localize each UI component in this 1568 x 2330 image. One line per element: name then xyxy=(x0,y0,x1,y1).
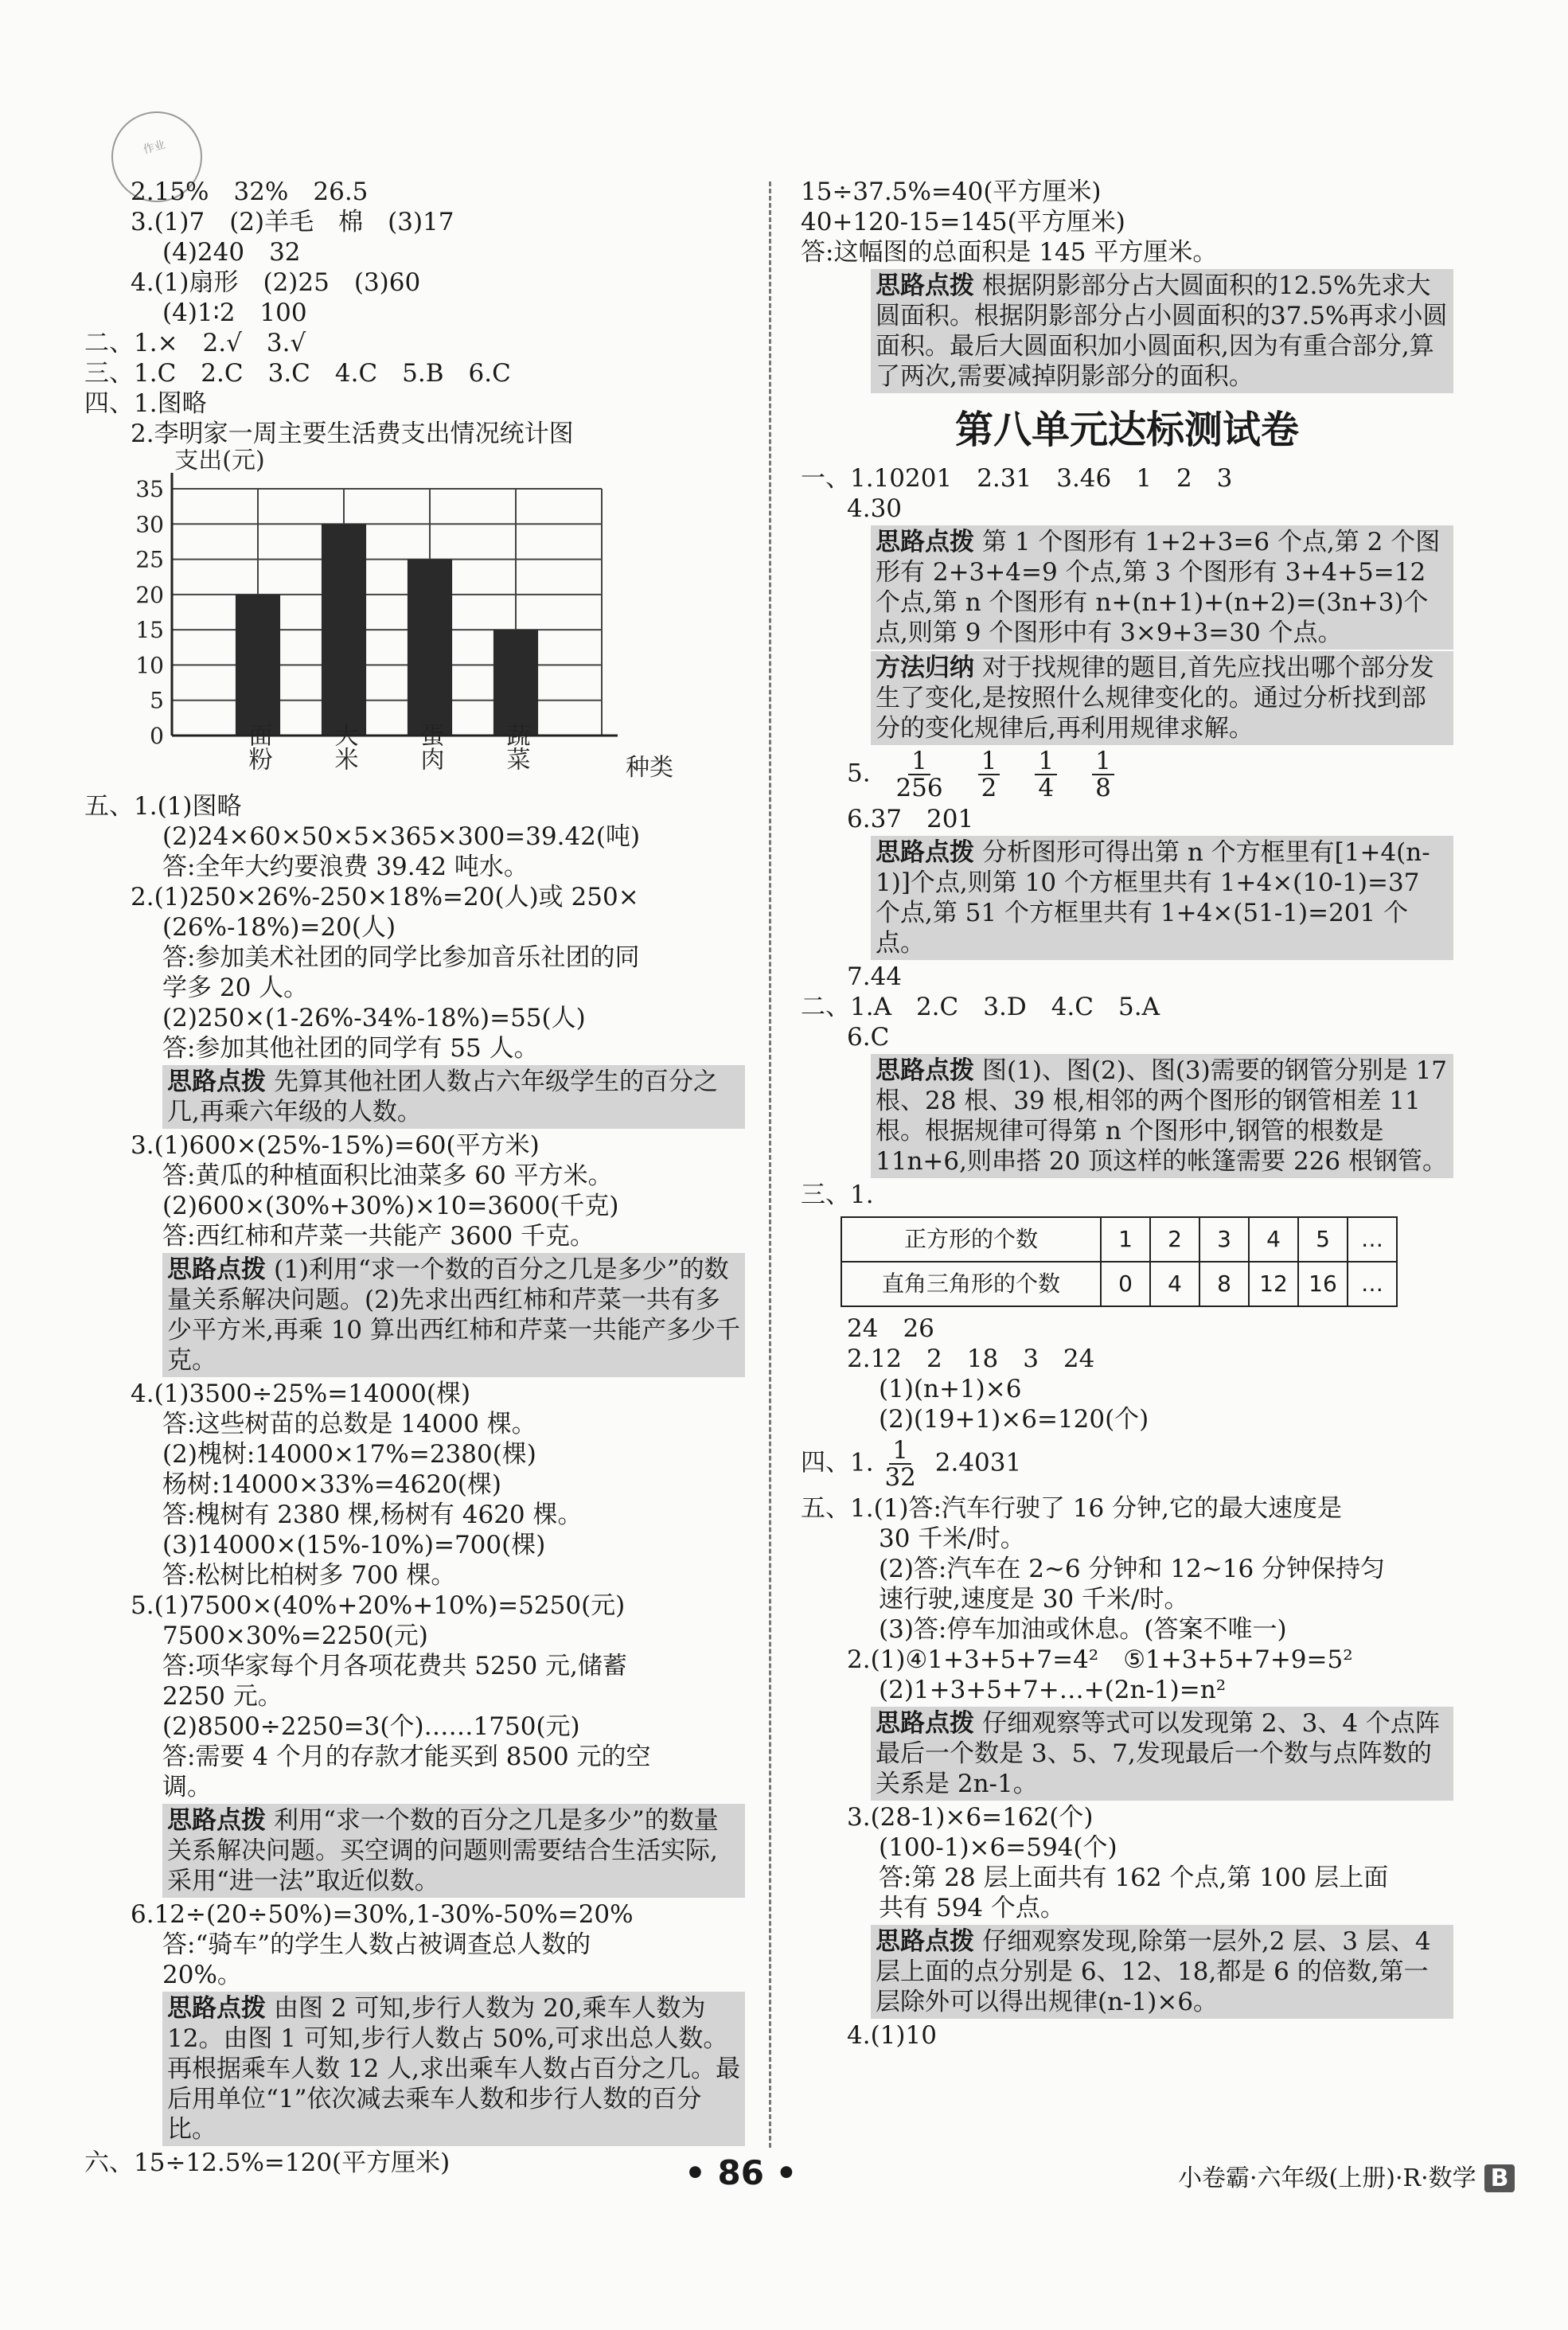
denominator: 4 xyxy=(1038,774,1055,802)
y-tick-label: 30 xyxy=(135,511,164,538)
answer-line: 答:西红柿和芹菜一共能产 3600 千克。 xyxy=(162,1222,595,1251)
answer-line: 4.(1)扇形 (2)25 (3)60 xyxy=(131,268,421,297)
tip-box xyxy=(871,1707,1453,1801)
answer-line: 答:参加美术社团的同学比参加音乐社团的同 xyxy=(162,943,640,972)
answer-line: 3.(1)7 (2)羊毛 棉 (3)17 xyxy=(131,208,454,236)
tip-text: 利用“求一个数的百分之几是多少”的数量关系解决问题。买空调的问题则需要结合生活实际,采用“进一法”取近似数。 xyxy=(167,1806,719,1895)
x-tick-label: 面粉 xyxy=(244,723,272,771)
table-cell: 16 xyxy=(1298,1262,1348,1306)
question-label: 四、1. xyxy=(801,1448,874,1477)
answer-line: 4.(1)10 xyxy=(847,2021,937,2050)
answer-line: 6.C xyxy=(847,1023,890,1052)
tip-label: 思路点拨 xyxy=(876,1709,974,1738)
tip-box xyxy=(871,836,1453,960)
bar xyxy=(408,560,452,736)
answer-line: 速行驶,速度是 30 千米/时。 xyxy=(879,1585,1189,1614)
answer-line: 40+120-15=145(平方厘米) xyxy=(801,208,1125,236)
y-tick-label: 5 xyxy=(150,687,164,714)
answer-line: (2)8500÷2250=3(个)……1750(元) xyxy=(162,1712,580,1741)
answer-lines xyxy=(801,1802,1453,1923)
answer-lines xyxy=(84,1130,745,1251)
tip-box xyxy=(871,1925,1453,2019)
stamp: 作业 xyxy=(101,101,213,213)
answer-line: 杨树:14000×33%=4620(棵) xyxy=(162,1470,501,1499)
page-footer xyxy=(0,2153,1568,2201)
y-tick-label: 10 xyxy=(135,652,164,679)
fraction xyxy=(884,1438,915,1490)
tip-box xyxy=(162,1992,745,2146)
answer-lines xyxy=(84,791,745,1064)
answer-line: 共有 594 个点。 xyxy=(879,1894,1065,1922)
bar-chart xyxy=(116,449,745,791)
tip-label: 思路点拨 xyxy=(876,271,974,300)
answer-line: (2)(19+1)×6=120(个) xyxy=(879,1405,1149,1434)
answer-line: 3.(28-1)×6=162(个) xyxy=(847,1803,1094,1832)
answer-line: 三、1.C 2.C 3.C 4.C 5.B 6.C xyxy=(84,359,511,388)
answer-line: 五、1.(1)图略 xyxy=(84,792,242,821)
answer-line: (4)1∶2 100 xyxy=(162,299,307,327)
answer-line: 六、15÷12.5%=120(平方厘米) xyxy=(84,2149,451,2177)
section-title: 第八单元达标测试卷 xyxy=(954,408,1299,452)
tip-box xyxy=(871,1054,1453,1178)
answer-line: 答:槐树有 2380 棵,杨树有 4620 棵。 xyxy=(162,1501,583,1529)
answer-line: 6.12÷(20÷50%)=30%,1-30%-50%=20% xyxy=(131,1900,634,1929)
answer-line: (2)答:汽车在 2~6 分钟和 12~16 分钟保持匀 xyxy=(879,1555,1386,1583)
fraction xyxy=(895,748,942,801)
answer-line: 学多 20 人。 xyxy=(162,974,309,1002)
table-cell: 0 xyxy=(1101,1262,1150,1306)
answer-line: 二、1.× 2.√ 3.√ xyxy=(84,329,306,357)
tip-box xyxy=(871,269,1453,393)
book-title xyxy=(1178,2158,1515,2193)
answer-line: 2.(1)④1+3+5+7=4² ⑤1+3+5+7+9=5² xyxy=(847,1645,1353,1674)
question-number: 5. xyxy=(847,759,871,788)
table-cell: 12 xyxy=(1249,1262,1298,1306)
bar xyxy=(236,595,280,736)
question-label: 三、1. xyxy=(801,1181,874,1209)
answer-line: 答:松树比柏树多 700 棵。 xyxy=(162,1561,456,1590)
table-cell: 2 xyxy=(1150,1217,1199,1262)
answer-lines xyxy=(84,1899,745,1990)
fraction xyxy=(1092,748,1114,801)
answer-line: 7500×30%=2250(元) xyxy=(162,1622,428,1650)
answer-line: (2)1+3+5+7+…+(2n-1)=n² xyxy=(879,1676,1227,1704)
bar-chart-svg xyxy=(116,449,705,791)
tip-text: 仔细观察发现,除第一层外,2 层、3 层、4 层上面的点分别是 6、12、18,都是 6 的倍数,第一层除外可以得出规律(n-1)×6。 xyxy=(876,1927,1431,2016)
y-tick-label: 20 xyxy=(135,581,164,608)
method-box xyxy=(871,651,1453,745)
answer-line: 答:第 28 层上面共有 162 个点,第 100 层上面 xyxy=(879,1864,1389,1892)
answer-line: 2.15% 32% 26.5 xyxy=(131,178,369,206)
denominator: 32 xyxy=(884,1463,916,1492)
answer-line: (26%-18%)=20(人) xyxy=(162,913,396,942)
answer-line: 答:项华家每个月各项花费共 5250 元,储蓄 xyxy=(162,1652,627,1680)
table-cell: … xyxy=(1348,1217,1397,1262)
tip-text: 由图 2 可知,步行人数为 20,乘车人数为 12。由图 1 可知,步行人数占 50%,可求出总人数。再根据乘车人数 12 人,求出乘车人数占百分之几。最后用单位“1”依次减去乘车人数和步行人数的百分比。 xyxy=(167,1994,741,2144)
table-row xyxy=(841,1217,1397,1262)
answer-line: 7.44 xyxy=(847,962,903,991)
denominator: 8 xyxy=(1095,774,1111,802)
tip-box xyxy=(162,1065,745,1129)
denominator: 256 xyxy=(895,774,943,802)
pattern-table xyxy=(841,1216,1398,1307)
tip-box xyxy=(871,525,1453,650)
answer-line: (2)600×(30%+30%)×10=3600(千克) xyxy=(162,1192,619,1220)
x-tick-label: 大米 xyxy=(330,723,358,771)
answer-lines xyxy=(801,1493,1453,1705)
answer-line: 3.(1)600×(25%-15%)=60(平方米) xyxy=(131,1131,540,1160)
tip-label: 思路点拨 xyxy=(167,1067,266,1096)
answer-line: (2)24×60×50×5×365×300=39.42(吨) xyxy=(162,822,641,851)
fraction-line xyxy=(801,1438,1453,1490)
numerator: 1 xyxy=(908,748,930,775)
x-axis-label: 种类 xyxy=(626,754,673,782)
answer-line: (2)250×(1-26%-34%-18%)=55(人) xyxy=(162,1004,586,1032)
table-row xyxy=(841,1262,1397,1306)
table-cell: 4 xyxy=(1150,1262,1199,1306)
answer-lines xyxy=(801,177,1453,267)
answer-line: 24 26 xyxy=(847,1314,934,1343)
answer-line: 15÷37.5%=40(平方厘米) xyxy=(801,178,1102,206)
answer-line: (2)槐树:14000×17%=2380(棵) xyxy=(162,1440,536,1469)
x-tick-label: 蛋肉 xyxy=(415,723,444,771)
answer-line: 答:全年大约要浪费 39.42 吨水。 xyxy=(162,853,529,881)
table-cell: 5 xyxy=(1298,1217,1348,1262)
edition-badge: B xyxy=(1484,2164,1515,2192)
bar xyxy=(322,524,366,736)
answer-line: 一、1.10201 2.31 3.46 1 2 3 xyxy=(801,464,1233,493)
y-tick-label: 25 xyxy=(135,546,164,573)
table-cell: … xyxy=(1348,1262,1397,1306)
answer-line: (100-1)×6=594(个) xyxy=(879,1833,1117,1862)
tip-label: 思路点拨 xyxy=(876,528,974,556)
tip-label: 思路点拨 xyxy=(167,1994,266,2023)
y-tick-label: 15 xyxy=(135,617,164,644)
answer-line: 答:这些树苗的总数是 14000 棵。 xyxy=(162,1410,536,1438)
column-divider xyxy=(769,181,771,2148)
answer-lines xyxy=(801,1313,1453,1434)
numerator: 1 xyxy=(1035,748,1057,775)
y-axis-label: 支出(元) xyxy=(174,449,265,474)
tip-label: 思路点拨 xyxy=(876,1056,974,1085)
answer-line: 4.30 xyxy=(847,494,903,523)
answer-line: 五、1.(1)答:汽车行驶了 16 分钟,它的最大速度是 xyxy=(801,1494,1342,1523)
bar xyxy=(493,630,538,736)
tip-text: 分析图形可得出第 n 个方框里有[1+4(n-1)]个点,则第 10 个方框里共有 1+4×(10-1)=37 个点,第 51 个方框里共有 1+4×(51-1)=201 个点。 xyxy=(876,838,1430,958)
table-cell: 1 xyxy=(1101,1217,1150,1262)
answer-line: 4.(1)3500÷25%=14000(棵) xyxy=(131,1380,471,1408)
method-label: 方法归纳 xyxy=(876,654,974,682)
answer-lines xyxy=(84,177,745,449)
answer-lines xyxy=(84,1379,745,1802)
answer-line: 答:这幅图的总面积是 145 平方厘米。 xyxy=(801,238,1218,267)
answer-line: 答:参加其他社团的同学有 55 人。 xyxy=(162,1034,539,1063)
answer-line: 20%。 xyxy=(162,1961,242,1989)
tip-label: 思路点拨 xyxy=(167,1806,266,1835)
tip-text: 仔细观察等式可以发现第 2、3、4 个点阵最后一个数是 3、5、7,发现最后一个数与点阵数的关系是 2n-1。 xyxy=(876,1709,1440,1798)
left-column xyxy=(84,177,745,2178)
answer-line: 5.(1)7500×(40%+20%+10%)=5250(元) xyxy=(131,1591,626,1620)
book-name: 小卷霸·六年级(上册)·R·数学 xyxy=(1178,2164,1476,2192)
fraction-line xyxy=(801,748,1453,801)
tip-text: 根据阴影部分占大圆面积的12.5%先求大圆面积。根据阴影部分占小圆面积的37.5%再求小圆面积。最后大圆面积加小圆面积,因为有重合部分,算了两次,需要减掉阴影部分的面积。 xyxy=(876,271,1448,391)
numerator: 1 xyxy=(978,748,1000,775)
answer-line: (3)答:停车加油或休息。(答案不唯一) xyxy=(879,1615,1287,1644)
tip-box xyxy=(162,1253,745,1377)
x-tick-label: 蔬菜 xyxy=(501,723,530,771)
answer-line: (3)14000×(15%-10%)=700(棵) xyxy=(162,1531,546,1559)
answer-line: 二、1.A 2.C 3.D 4.C 5.A xyxy=(801,993,1160,1021)
tip-box xyxy=(162,1804,745,1898)
y-tick-label: 35 xyxy=(135,476,164,502)
tip-label: 思路点拨 xyxy=(876,838,974,867)
answer-text: 2.4031 xyxy=(934,1448,1022,1477)
fraction-list xyxy=(878,747,1131,802)
answer-lines xyxy=(801,962,1453,1052)
answer-lines xyxy=(801,2020,1453,2051)
answer-line: 四、1.图略 xyxy=(84,389,207,418)
tip-text: 先算其他社团人数占六年级学生的百分之几,再乘六年级的人数。 xyxy=(167,1067,718,1126)
method-text: 对于找规律的题目,首先应找出哪个部分发生了变化,是按照什么规律变化的。通过分析找到部分的变化规律后,再利用规律求解。 xyxy=(876,654,1434,743)
numerator: 1 xyxy=(1092,748,1114,775)
fraction xyxy=(978,748,1000,801)
answer-line: 2.李明家一周主要生活费支出情况统计图 xyxy=(131,420,574,448)
row-header: 正方形的个数 xyxy=(841,1217,1101,1262)
answer-line: (1)(n+1)×6 xyxy=(879,1375,1022,1403)
tip-label: 思路点拨 xyxy=(167,1255,266,1284)
answer-line: 2.(1)250×26%-250×18%=20(人)或 250× xyxy=(131,883,639,911)
answer-line: 2.12 2 18 3 24 xyxy=(847,1345,1095,1373)
y-tick-label: 0 xyxy=(150,723,164,749)
answer-line: 调。 xyxy=(162,1773,212,1801)
tip-text: (1)利用“求一个数的百分之几是多少”的数量关系解决问题。(2)先求出西红柿和芹菜一共有多少平方米,再乘 10 算出西红柿和芹菜一共能产多少千克。 xyxy=(167,1255,741,1375)
table-cell: 8 xyxy=(1199,1262,1249,1306)
answer-lines xyxy=(801,463,1453,524)
fraction xyxy=(1035,748,1057,801)
table-cell: 4 xyxy=(1249,1217,1298,1262)
answer-line: 答:黄瓜的种植面积比油菜多 60 平方米。 xyxy=(162,1161,613,1190)
tip-text: 第 1 个图形有 1+2+3=6 个点,第 2 个图形有 2+3+4=9 个点,第 3 个图形有 3+4+5=12 个点,第 n 个图形有 n+(n+1)+(n+2)=(3n+3)个点,则第 9 个图形中有 3×9+3=30 个点。 xyxy=(876,528,1441,647)
answer-line: 6.37 201 xyxy=(847,805,974,833)
right-column xyxy=(801,177,1453,2051)
answer-line: 30 千米/时。 xyxy=(879,1524,1025,1553)
answer-line: (4)240 32 xyxy=(162,238,301,267)
row-header: 直角三角形的个数 xyxy=(841,1262,1101,1306)
answer-line: 2250 元。 xyxy=(162,1682,283,1711)
tip-text: 图(1)、图(2)、图(3)需要的钢管分别是 17 根、28 根、39 根,相邻的两个图形的钢管相差 11 根。根据规律可得第 n 个图形中,钢管的根数是 11n+6,则串搭 20 顶这样的帐篷需要 226 根钢管。 xyxy=(876,1056,1448,1176)
answer-line: 答:需要 4 个月的存款才能买到 8500 元的空 xyxy=(162,1743,651,1771)
numerator: 1 xyxy=(889,1438,911,1465)
answer-line: 答:“骑车”的学生人数占被调查总人数的 xyxy=(162,1930,591,1959)
page-number: • 86 • xyxy=(685,2153,798,2192)
table-cell: 3 xyxy=(1199,1217,1249,1262)
tip-label: 思路点拨 xyxy=(876,1927,974,1956)
denominator: 2 xyxy=(981,774,997,802)
answer-lines xyxy=(801,804,1453,834)
